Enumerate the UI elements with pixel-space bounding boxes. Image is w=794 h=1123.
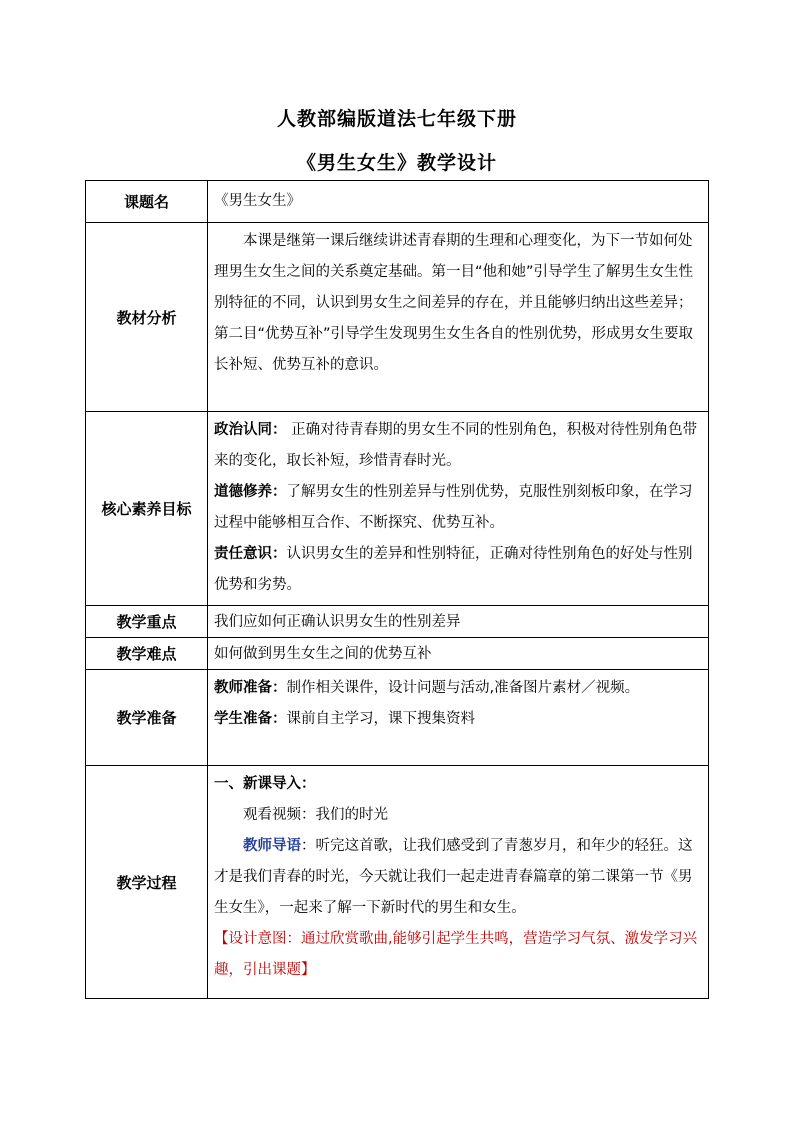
guide-key: 教师导语 [243,838,301,854]
key-point-value: 我们应如何正确认识男女生的性别差异 [208,606,709,638]
table-row [86,412,709,606]
table-row [86,670,709,766]
section-heading-text: 一、新课导入： [214,776,316,792]
analysis-text: 本课是继第一课后继续讲述青春期的生理和心理变化，为下一节如何处理男生女生之间的关系奠定基础。第一目“他和她”引导学生了解男生女生性别特征的不同，认识到男女生之间差异的存在，并且能够归纳出这些差异；第二目“优势互补”引导学生发现男生女生各自的性别优势，形成男女生要取长补短、优势互补的意识。 [214,233,694,373]
analysis-cell [208,223,709,412]
goal-key: 政治认同： [214,422,287,438]
teacher-prep-text: 制作相关课件，设计问题与活动,准备图片素材／视频。 [286,680,640,696]
analysis-label: 教材分析 [86,223,208,412]
teacher-prep [214,673,702,704]
goal-text: 了解男女生的性别差异与性别优势，克服性别刻板印象，在学习过程中能够相互合作、不断探究、优势互补。 [214,484,693,531]
difficulty-value: 如何做到男生女生之间的优势互补 [208,638,709,670]
teacher-prep-key: 教师准备： [214,680,287,696]
lesson-plan-table [85,180,709,999]
topic-label: 课题名 [86,181,208,223]
table-row [86,606,709,638]
goal-key: 道德修养： [214,484,287,500]
table-row [86,181,709,223]
process-section-heading [214,769,702,800]
key-point-label: 教学重点 [86,606,208,638]
student-prep-key: 学生准备： [214,711,287,727]
goal-responsibility [214,539,702,601]
goals-label: 核心素养目标 [86,412,208,606]
goal-text: 认识男女生的差异和性别特征，正确对待性别角色的好处与性别优势和劣势。 [214,546,693,593]
student-prep-text: 课前自主学习，课下搜集资料 [286,711,475,727]
teacher-guide [214,831,702,924]
table-row [86,766,709,999]
table-row [86,223,709,412]
student-prep [214,704,702,735]
goal-political [214,415,702,477]
goal-moral [214,477,702,539]
prep-cell [208,670,709,766]
goal-text: 正确对待青春期的男女生不同的性别角色，积极对待性别角色带来的变化，取长补短，珍惜青春时光。 [214,422,698,469]
document-subtitle: 《男生女生》教学设计 [296,152,497,174]
design-intent: 【设计意图：通过欣赏歌曲,能够引起学生共鸣，营造学习气氛、激发学习兴趣，引出课题】 [214,931,698,978]
process-label: 教学过程 [86,766,208,999]
goal-key: 责任意识： [214,546,287,562]
video-line: 观看视频：我们的时光 [243,807,388,823]
process-cell [208,766,709,999]
topic-value: 《男生女生》 [208,181,709,223]
guide-text: ：听完这首歌，让我们感受到了青葱岁月，和年少的轻狂。这才是我们青春的时光，今天就让我们一起走进青春篇章的第二课第一节《男生女生》，一起来了解一下新时代的男生和女生。 [214,838,693,916]
prep-label: 教学准备 [86,670,208,766]
document-title: 人教部编版道法七年级下册 [276,108,517,130]
table-row [86,638,709,670]
goals-cell [208,412,709,606]
difficulty-label: 教学难点 [86,638,208,670]
